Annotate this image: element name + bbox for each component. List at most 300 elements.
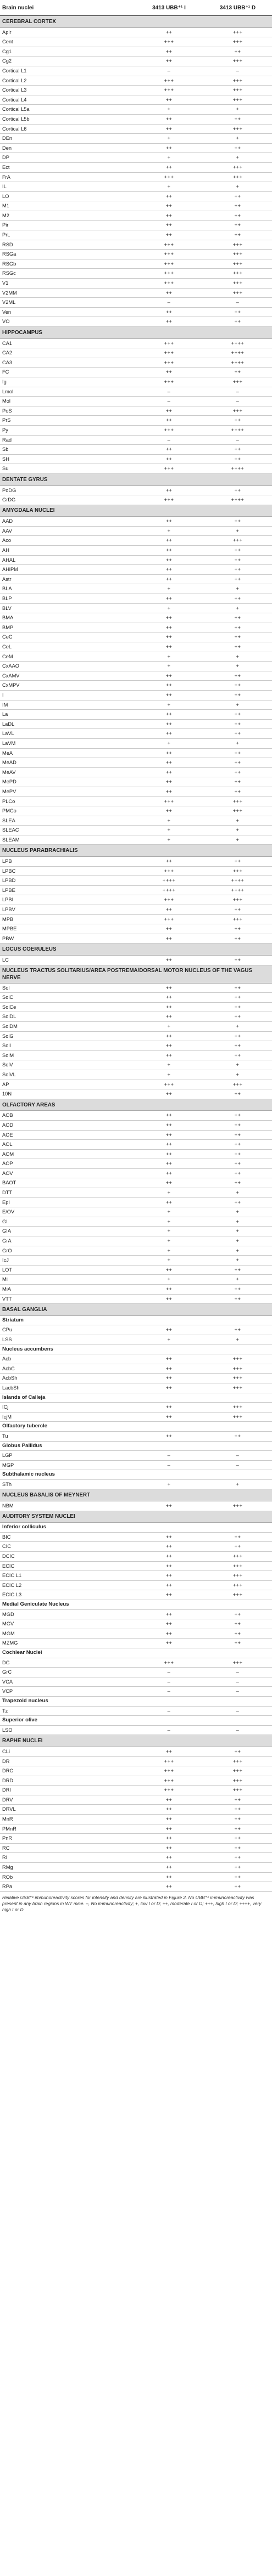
subsection-title: Inferior colliculus <box>0 1523 272 1533</box>
density-score: ++ <box>203 1639 272 1648</box>
intensity-score: ++ <box>135 1501 203 1511</box>
nucleus-name: DR <box>0 1756 135 1766</box>
section-title: BASAL GANGLIA <box>0 1304 272 1316</box>
nucleus-name: AHAL <box>0 555 135 565</box>
intensity-score: ++ <box>135 623 203 632</box>
nucleus-name: LacbSh <box>0 1383 135 1393</box>
nucleus-name: CLi <box>0 1747 135 1756</box>
table-row <box>0 1140 272 1150</box>
density-score: ++ <box>203 221 272 230</box>
nucleus-name: CPu <box>0 1325 135 1335</box>
table-footnote: Relative UBB⁺¹ immunoreactivity scores for intensity and density are illustrated in Figure 2. No UBB⁺¹ immunoreactivity was present in any brain regions in WT mice. –, No immunoreactivity; +, low I or D; ++, moderate I or D; +++, high I or D; ++++, very high I or D. <box>2 1894 262 1912</box>
density-score: + <box>203 826 272 835</box>
section-title: LOCUS COERULEUS <box>0 944 272 956</box>
nucleus-name: SH <box>0 454 135 464</box>
table-row <box>0 368 272 377</box>
intensity-score: + <box>135 1217 203 1227</box>
nucleus-name: M1 <box>0 201 135 211</box>
table-row <box>0 956 272 965</box>
nucleus-name: CeC <box>0 632 135 642</box>
nucleus-name: Tu <box>0 1431 135 1441</box>
intensity-score: +++ <box>135 377 203 387</box>
section-title: DENTATE GYRUS <box>0 473 272 485</box>
table-row <box>0 1364 272 1374</box>
nucleus-name: Cortical L1 <box>0 66 135 76</box>
intensity-score: ++ <box>135 983 203 993</box>
table-row <box>0 201 272 211</box>
table-row <box>0 555 272 565</box>
density-score: + <box>203 835 272 845</box>
nucleus-name: LPBI <box>0 895 135 905</box>
intensity-score: +++ <box>135 86 203 95</box>
table-row <box>0 27 272 37</box>
intensity-score: ++ <box>135 1041 203 1051</box>
density-score: ++ <box>203 777 272 787</box>
density-score: +++ <box>203 259 272 269</box>
nucleus-name: Cortical L3 <box>0 86 135 95</box>
nucleus-name: ECIC L2 <box>0 1580 135 1590</box>
nucleus-name: MeA <box>0 748 135 758</box>
nucleus-name: AOD <box>0 1120 135 1130</box>
table-row <box>0 57 272 66</box>
table-row <box>0 397 272 406</box>
density-score: ++ <box>203 574 272 584</box>
nucleus-name: Ect <box>0 162 135 172</box>
table-row <box>0 162 272 172</box>
table-row <box>0 1080 272 1089</box>
intensity-score: ++ <box>135 924 203 934</box>
density-score: – <box>203 66 272 76</box>
intensity-score: ++ <box>135 1325 203 1335</box>
nucleus-name: PBW <box>0 934 135 944</box>
intensity-score: ++ <box>135 1580 203 1590</box>
nucleus-name: PoDG <box>0 485 135 495</box>
nucleus-name: AOV <box>0 1168 135 1178</box>
density-score: +++ <box>203 1374 272 1383</box>
intensity-score: ++ <box>135 1031 203 1041</box>
section-header-row <box>0 1489 272 1501</box>
density-score: ++ <box>203 1002 272 1012</box>
nucleus-name: DRI <box>0 1786 135 1795</box>
table-row <box>0 1501 272 1511</box>
table-row <box>0 748 272 758</box>
nucleus-name: Aco <box>0 536 135 546</box>
table-row <box>0 710 272 720</box>
nucleus-name: V1 <box>0 279 135 289</box>
section-header-row <box>0 327 272 339</box>
table-row <box>0 47 272 57</box>
nucleus-name: Sol <box>0 983 135 993</box>
table-row <box>0 526 272 536</box>
nucleus-name: LPBV <box>0 905 135 915</box>
density-score: + <box>203 652 272 662</box>
intensity-score: ++ <box>135 934 203 944</box>
nucleus-name: PMCo <box>0 806 135 816</box>
table-row <box>0 76 272 86</box>
intensity-score: ++ <box>135 1815 203 1824</box>
intensity-score: ++ <box>135 681 203 691</box>
intensity-score: ++++ <box>135 885 203 895</box>
intensity-score: ++ <box>135 317 203 327</box>
table-row <box>0 1265 272 1275</box>
table-row <box>0 134 272 144</box>
nucleus-name: STh <box>0 1479 135 1489</box>
nucleus-name: BLP <box>0 594 135 604</box>
section-header-row <box>0 944 272 956</box>
table-row <box>0 1012 272 1022</box>
nucleus-name: PrS <box>0 416 135 426</box>
nucleus-name: GI <box>0 1217 135 1227</box>
density-score: ++ <box>203 681 272 691</box>
intensity-score: +++ <box>135 866 203 876</box>
table-row <box>0 1532 272 1542</box>
intensity-score: ++ <box>135 1089 203 1099</box>
nucleus-name: DRD <box>0 1776 135 1786</box>
table-row <box>0 1335 272 1345</box>
density-score: ++ <box>203 983 272 993</box>
density-score: – <box>203 1725 272 1735</box>
intensity-score: ++ <box>135 1383 203 1393</box>
nucleus-name: SolV <box>0 1060 135 1070</box>
intensity-score: +++ <box>135 425 203 435</box>
density-score: ++ <box>203 1747 272 1756</box>
intensity-score: ++ <box>135 143 203 153</box>
intensity-score: ++ <box>135 1012 203 1022</box>
intensity-score: ++ <box>135 748 203 758</box>
nucleus-name: ECIC <box>0 1561 135 1571</box>
nucleus-name: Pir <box>0 221 135 230</box>
intensity-score: ++ <box>135 565 203 575</box>
table-row <box>0 826 272 835</box>
table-row <box>0 1668 272 1677</box>
density-score: ++ <box>203 1824 272 1834</box>
table-row <box>0 584 272 594</box>
nucleus-name: Acb <box>0 1354 135 1364</box>
nucleus-name: RI <box>0 1853 135 1863</box>
table-header-row <box>0 0 272 16</box>
table-row <box>0 623 272 632</box>
nucleus-name: AcbC <box>0 1364 135 1374</box>
density-score: +++ <box>203 86 272 95</box>
nucleus-name: AOB <box>0 1111 135 1121</box>
intensity-score: ++ <box>135 671 203 681</box>
nucleus-name: V2MM <box>0 288 135 298</box>
density-score: +++ <box>203 1766 272 1776</box>
intensity-score: ++ <box>135 536 203 546</box>
nucleus-name: DC <box>0 1658 135 1668</box>
table-row <box>0 1041 272 1051</box>
intensity-score: ++ <box>135 191 203 201</box>
nucleus-name: Mol <box>0 397 135 406</box>
nucleus-name: CA1 <box>0 338 135 348</box>
subsection-header-row <box>0 1696 272 1706</box>
intensity-score: +++ <box>135 348 203 358</box>
density-score: ++ <box>203 1041 272 1051</box>
table-row <box>0 934 272 944</box>
density-score: ++ <box>203 1532 272 1542</box>
intensity-score: ++ <box>135 1805 203 1815</box>
table-row <box>0 358 272 368</box>
table-row <box>0 1060 272 1070</box>
nucleus-name: MZMG <box>0 1639 135 1648</box>
intensity-score: ++ <box>135 445 203 455</box>
table-row <box>0 1217 272 1227</box>
table-row <box>0 1747 272 1756</box>
table-row <box>0 806 272 816</box>
nucleus-name: I <box>0 690 135 700</box>
nucleus-name: Sb <box>0 445 135 455</box>
nucleus-name: PLCo <box>0 796 135 806</box>
intensity-score: + <box>135 1188 203 1198</box>
intensity-score: ++ <box>135 574 203 584</box>
density-score: +++ <box>203 536 272 546</box>
density-score: ++ <box>203 1197 272 1207</box>
table-row <box>0 1609 272 1619</box>
density-score: ++ <box>203 993 272 1003</box>
intensity-score: + <box>135 652 203 662</box>
nucleus-name: MPB <box>0 914 135 924</box>
density-score: ++ <box>203 1853 272 1863</box>
section-title: NUCLEUS BASALIS OF MEYNERT <box>0 1489 272 1501</box>
section-header-row <box>0 965 272 983</box>
density-score: +++ <box>203 1756 272 1766</box>
density-score: +++ <box>203 1658 272 1668</box>
table-row <box>0 416 272 426</box>
nucleus-name: ICj <box>0 1403 135 1413</box>
density-score: + <box>203 153 272 163</box>
density-score: ++ <box>203 1178 272 1188</box>
table-row <box>0 632 272 642</box>
intensity-score: ++ <box>135 956 203 965</box>
intensity-score: ++ <box>135 1120 203 1130</box>
density-score: + <box>203 1256 272 1266</box>
table-row <box>0 240 272 250</box>
intensity-score: +++ <box>135 250 203 259</box>
table-row <box>0 719 272 729</box>
nucleus-name: LPBE <box>0 885 135 895</box>
density-score: ++ <box>203 1843 272 1853</box>
intensity-score: ++ <box>135 1002 203 1012</box>
density-score: +++ <box>203 76 272 86</box>
intensity-score: ++ <box>135 1374 203 1383</box>
intensity-score: ++ <box>135 307 203 317</box>
density-score: ++++ <box>203 464 272 474</box>
density-score: ++ <box>203 485 272 495</box>
table-row <box>0 317 272 327</box>
density-score: ++ <box>203 317 272 327</box>
table-row <box>0 485 272 495</box>
density-score: + <box>203 1335 272 1345</box>
subsection-title: Islands of Calleja <box>0 1393 272 1403</box>
intensity-score: + <box>135 700 203 710</box>
nucleus-name: SolCe <box>0 1002 135 1012</box>
table-row <box>0 1227 272 1236</box>
intensity-score: – <box>135 1687 203 1697</box>
table-row <box>0 536 272 546</box>
intensity-score: ++ <box>135 857 203 867</box>
density-score: ++ <box>203 546 272 556</box>
intensity-score: ++ <box>135 1130 203 1140</box>
table-row <box>0 1815 272 1824</box>
density-score: ++ <box>203 710 272 720</box>
intensity-score: ++ <box>135 288 203 298</box>
intensity-score: ++ <box>135 1168 203 1178</box>
intensity-score: ++ <box>135 368 203 377</box>
intensity-score: + <box>135 1246 203 1256</box>
intensity-score: ++ <box>135 416 203 426</box>
intensity-score: – <box>135 1725 203 1735</box>
density-score: ++ <box>203 1050 272 1060</box>
intensity-score: ++ <box>135 57 203 66</box>
table-row <box>0 1756 272 1766</box>
nucleus-name: LaVL <box>0 729 135 739</box>
density-score: ++ <box>203 143 272 153</box>
density-score: +++ <box>203 1580 272 1590</box>
density-score: +++ <box>203 1571 272 1581</box>
table-row <box>0 1236 272 1246</box>
nucleus-name: LSO <box>0 1725 135 1735</box>
table-row <box>0 642 272 652</box>
density-score: + <box>203 134 272 144</box>
table-row <box>0 1580 272 1590</box>
table-row <box>0 1256 272 1266</box>
nucleus-name: DRV <box>0 1795 135 1805</box>
table-row <box>0 269 272 279</box>
nucleus-name: LC <box>0 956 135 965</box>
density-score: ++ <box>203 1629 272 1639</box>
table-row <box>0 153 272 163</box>
table-row <box>0 338 272 348</box>
intensity-score: + <box>135 526 203 536</box>
intensity-score: ++ <box>135 632 203 642</box>
intensity-score: – <box>135 1668 203 1677</box>
nucleus-name: CA3 <box>0 358 135 368</box>
nucleus-name: Cg2 <box>0 57 135 66</box>
density-score: ++ <box>203 445 272 455</box>
subsection-header-row <box>0 1523 272 1533</box>
density-score: + <box>203 738 272 748</box>
density-score: ++ <box>203 1031 272 1041</box>
nucleus-name: MeAD <box>0 758 135 768</box>
section-header-row <box>0 1511 272 1523</box>
density-score: ++++ <box>203 876 272 886</box>
subsection-header-row <box>0 1716 272 1726</box>
nucleus-name: LaDL <box>0 719 135 729</box>
nucleus-name: LPBD <box>0 876 135 886</box>
nucleus-name: SLEAC <box>0 826 135 835</box>
table-row <box>0 1552 272 1562</box>
density-score: +++ <box>203 95 272 105</box>
nucleus-name: RSGb <box>0 259 135 269</box>
nucleus-name: Astr <box>0 574 135 584</box>
nucleus-name: BAOT <box>0 1178 135 1188</box>
intensity-score: +++ <box>135 269 203 279</box>
table-row <box>0 1070 272 1080</box>
table-row <box>0 1207 272 1217</box>
density-score: – <box>203 1668 272 1677</box>
nucleus-name: SolG <box>0 1031 135 1041</box>
table-row <box>0 517 272 527</box>
density-score: ++ <box>203 565 272 575</box>
table-row <box>0 124 272 134</box>
nucleus-name: PMnR <box>0 1824 135 1834</box>
intensity-score: ++ <box>135 114 203 124</box>
density-score: + <box>203 1227 272 1236</box>
nucleus-name: Cortical L6 <box>0 124 135 134</box>
table-row <box>0 230 272 240</box>
density-score: ++ <box>203 1285 272 1295</box>
section-header-row <box>0 16 272 28</box>
density-score: +++ <box>203 27 272 37</box>
section-header-row <box>0 845 272 857</box>
intensity-score: + <box>135 105 203 115</box>
density-score: – <box>203 1451 272 1461</box>
nucleus-name: Cortical L4 <box>0 95 135 105</box>
density-score: + <box>203 1236 272 1246</box>
intensity-score: + <box>135 1227 203 1236</box>
nucleus-name: RMg <box>0 1863 135 1873</box>
density-score: +++ <box>203 279 272 289</box>
nucleus-name: Mi <box>0 1275 135 1285</box>
nucleus-name: GrDG <box>0 495 135 505</box>
density-score: – <box>203 1706 272 1716</box>
intensity-score: +++ <box>135 796 203 806</box>
nucleus-name: MnR <box>0 1815 135 1824</box>
intensity-score: + <box>135 1021 203 1031</box>
nucleus-name: CeL <box>0 642 135 652</box>
nucleus-name: CxAMV <box>0 671 135 681</box>
nucleus-name: SolC <box>0 993 135 1003</box>
intensity-score: ++ <box>135 1571 203 1581</box>
nucleus-name: GrO <box>0 1246 135 1256</box>
intensity-score: ++ <box>135 485 203 495</box>
nucleus-name: MGP <box>0 1460 135 1470</box>
nucleus-name: Ven <box>0 307 135 317</box>
intensity-score: ++ <box>135 993 203 1003</box>
density-score: +++ <box>203 250 272 259</box>
nucleus-name: BIC <box>0 1532 135 1542</box>
nucleus-name: LPBC <box>0 866 135 876</box>
subsection-header-row <box>0 1648 272 1658</box>
nucleus-name: LGP <box>0 1451 135 1461</box>
density-score: +++ <box>203 1403 272 1413</box>
intensity-score: + <box>135 835 203 845</box>
nucleus-name: E/OV <box>0 1207 135 1217</box>
density-score: +++ <box>203 1354 272 1364</box>
nucleus-name: AOM <box>0 1149 135 1159</box>
table-row <box>0 895 272 905</box>
section-title: HIPPOCAMPUS <box>0 327 272 339</box>
nucleus-name: La <box>0 710 135 720</box>
table-row <box>0 767 272 777</box>
intensity-score: ++ <box>135 27 203 37</box>
nucleus-name: BLA <box>0 584 135 594</box>
density-score: ++ <box>203 1089 272 1099</box>
nucleus-name: SolVL <box>0 1070 135 1080</box>
table-row <box>0 1285 272 1295</box>
table-row <box>0 1824 272 1834</box>
intensity-score: ++ <box>135 230 203 240</box>
intensity-score: + <box>135 584 203 594</box>
nucleus-name: SLEA <box>0 816 135 826</box>
table-row <box>0 1658 272 1668</box>
nucleus-name: DEn <box>0 134 135 144</box>
intensity-score: ++ <box>135 613 203 623</box>
density-score: +++ <box>203 1501 272 1511</box>
intensity-score: + <box>135 134 203 144</box>
section-title: RAPHE NUCLEI <box>0 1735 272 1747</box>
table-row <box>0 1403 272 1413</box>
